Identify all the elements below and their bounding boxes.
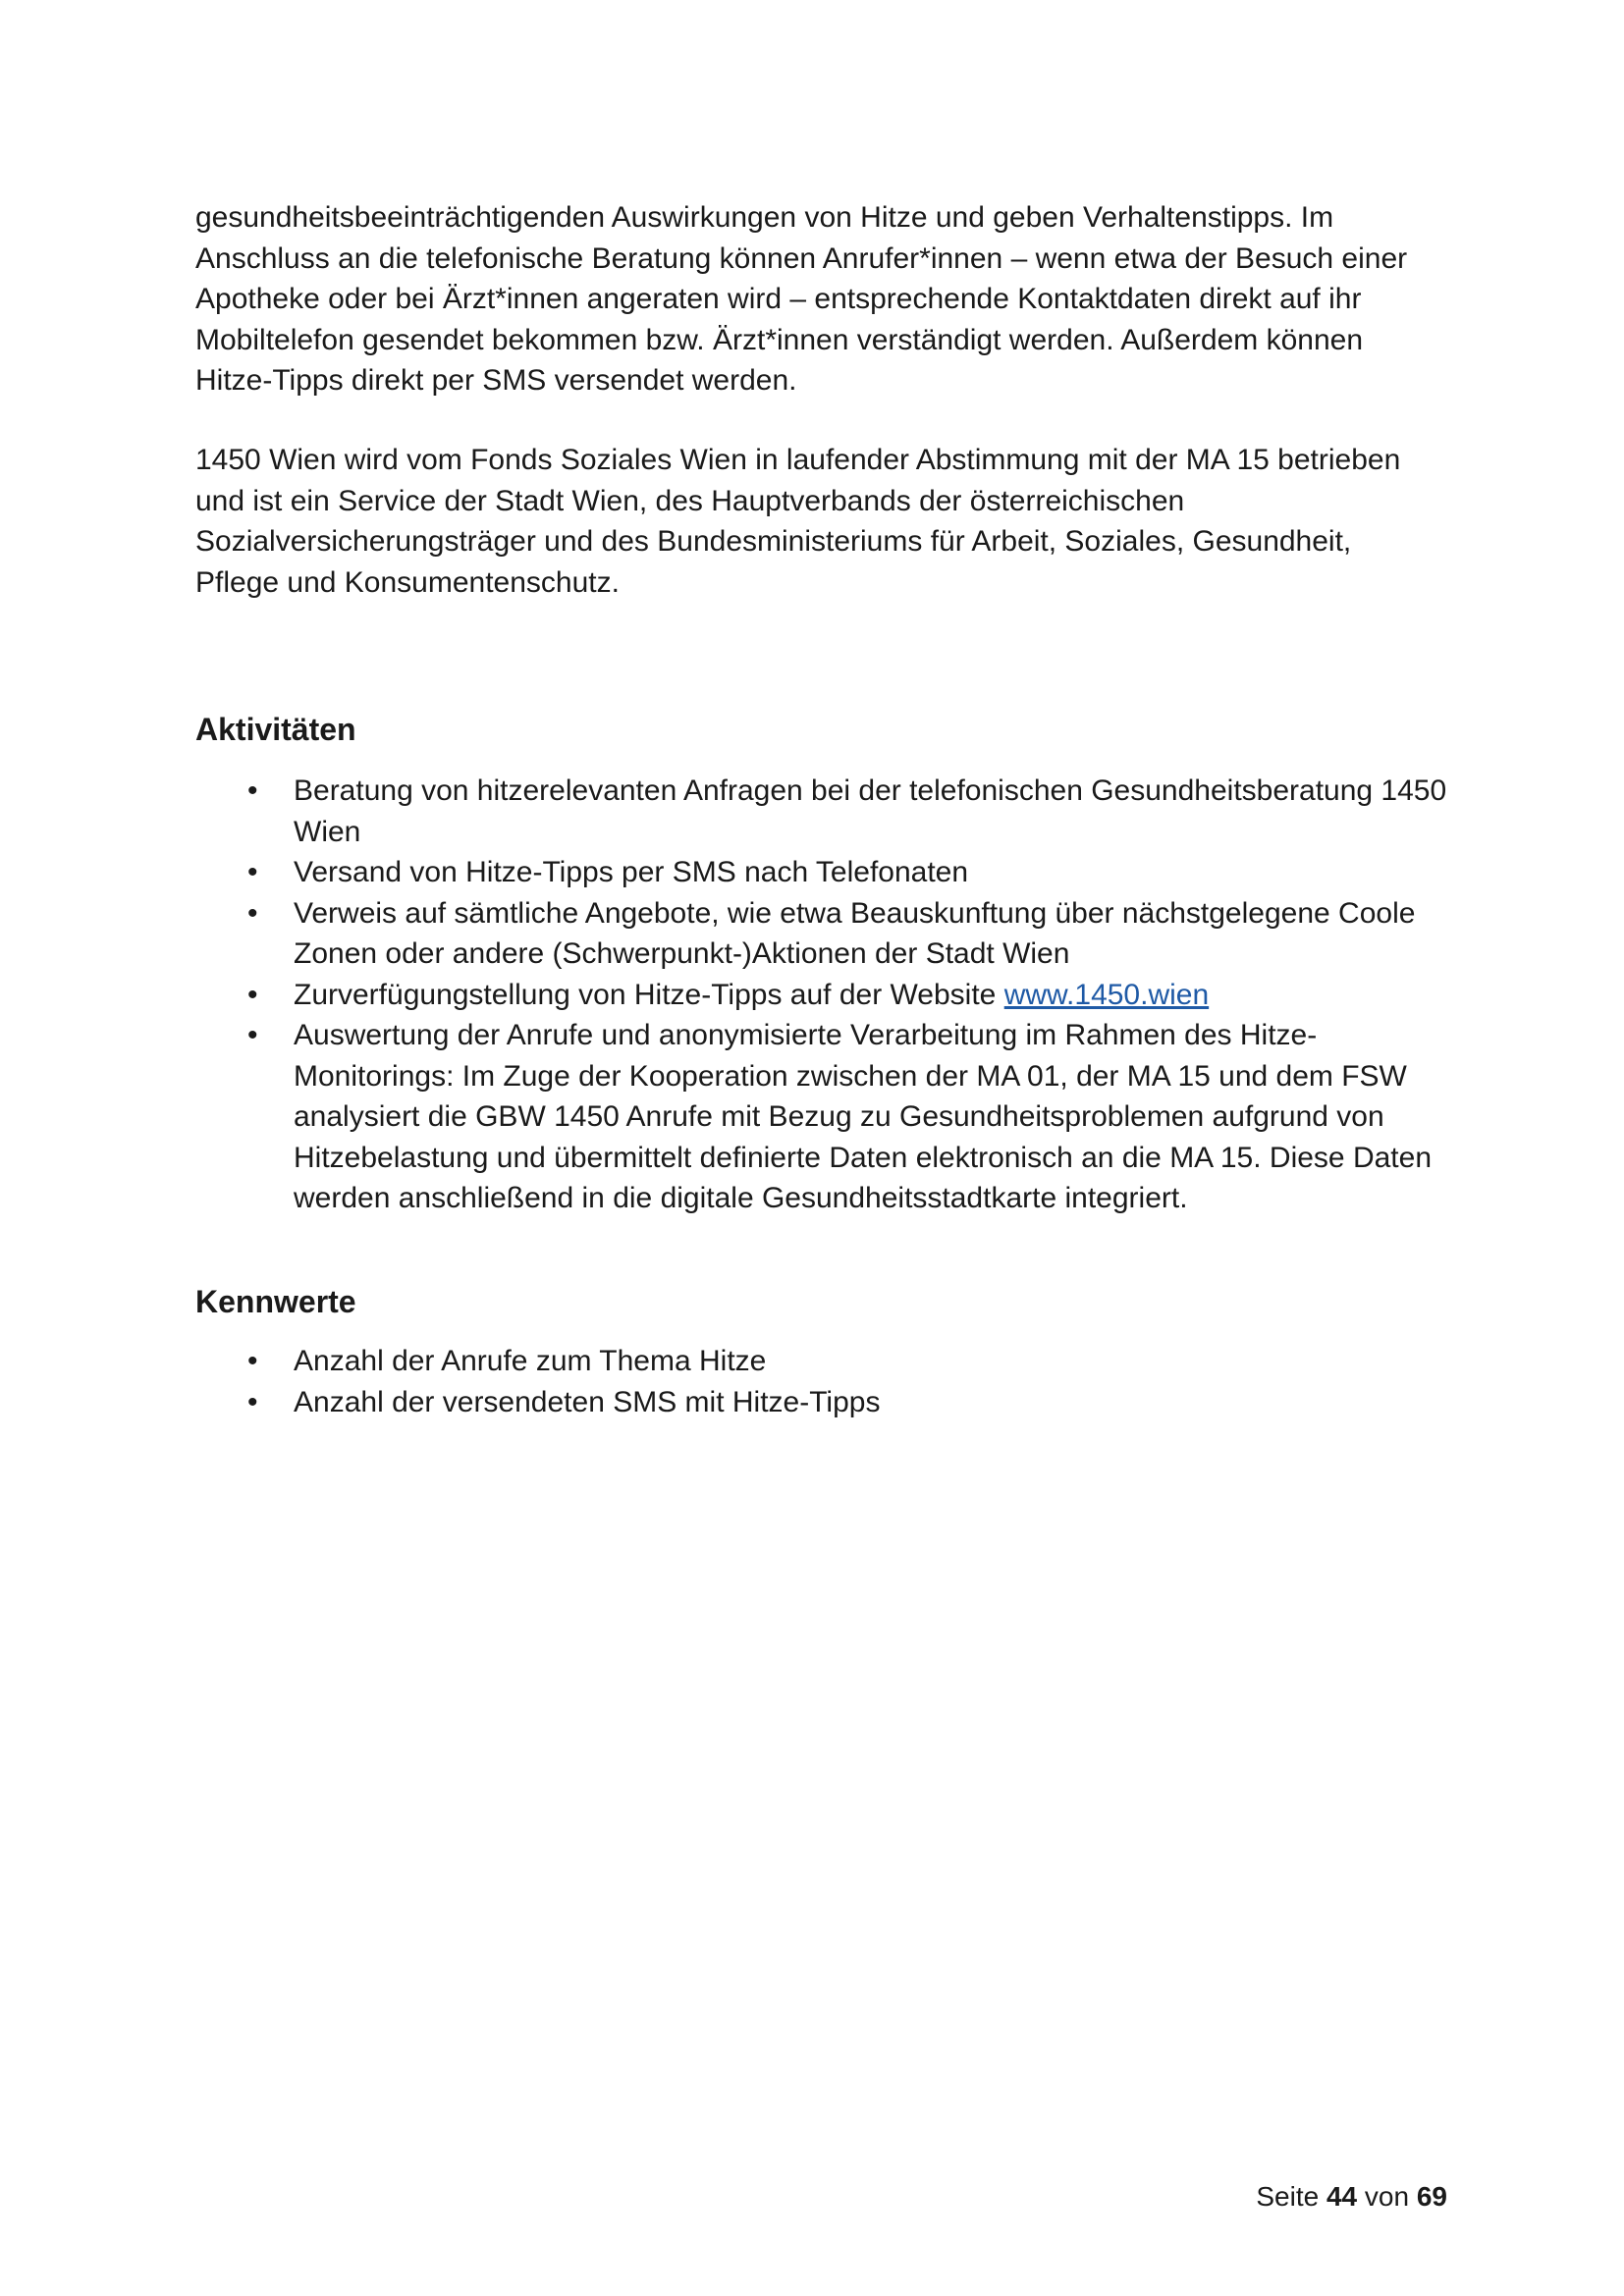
list-item bbox=[195, 893, 1462, 975]
bullet-icon: • bbox=[247, 1385, 258, 1418]
list-item bbox=[195, 852, 1462, 893]
list-item-text: Versand von Hitze-Tipps per SMS nach Telefonaten bbox=[294, 856, 969, 888]
list-item bbox=[195, 1015, 1462, 1219]
bullet-icon: • bbox=[247, 856, 258, 888]
list-item-text: Beratung von hitzerelevanten Anfragen bei der telefonischen Gesundheitsberatung 1450 Wien bbox=[294, 774, 1447, 848]
intro-paragraph-2: 1450 Wien wird vom Fonds Soziales Wien in laufender Abstimmung mit der MA 15 betrieben und ist ein Service der Stadt Wien, des Hauptverbands der österreichischen Sozialversicherungsträger und des Bundesministeriums für Arbeit, Soziales, Gesundheit, Pflege und Konsumentenschutz. bbox=[195, 444, 1401, 599]
total-pages: 69 bbox=[1416, 2181, 1447, 2212]
list-item bbox=[195, 975, 1462, 1016]
list-item bbox=[195, 1382, 1462, 1423]
metrics-list bbox=[195, 1341, 1462, 1422]
list-item-text: Anzahl der versendeten SMS mit Hitze-Tipps bbox=[294, 1385, 881, 1418]
list-item-text: Verweis auf sämtliche Angebote, wie etwa Beauskunftung über nächstgelegene Coole Zonen oder andere (Schwerpunkt-)Aktionen der Stadt Wien bbox=[294, 896, 1416, 970]
metrics-heading: Kennwerte bbox=[195, 1284, 356, 1319]
page-number-prefix: Seite bbox=[1256, 2181, 1320, 2212]
page-number-separator: von bbox=[1364, 2181, 1410, 2212]
list-item-text: Auswertung der Anrufe und anonymisierte Verarbeitung im Rahmen des Hitze-Monitorings: Im Zuge der Kooperation zwischen der MA 01, der MA 15 und dem FSW analysiert die GBW 1450 Anrufe mit Bezug zu Gesundheitsproblemen aufgrund von Hitzebelastung und übermittelt definierte Daten elektronisch an die MA 15. Diese Daten werden anschließend in die digitale Gesundheitsstadtkarte integriert. bbox=[294, 1019, 1432, 1214]
list-item bbox=[195, 1341, 1462, 1382]
activities-list bbox=[195, 771, 1462, 1219]
list-item bbox=[195, 771, 1462, 852]
current-page: 44 bbox=[1326, 2181, 1358, 2212]
activities-heading: Aktivitäten bbox=[195, 712, 356, 747]
bullet-icon: • bbox=[247, 1019, 258, 1051]
list-item-text: Anzahl der Anrufe zum Thema Hitze bbox=[294, 1345, 767, 1377]
list-item-text: Zurverfügungstellung von Hitze-Tipps auf der Website bbox=[294, 978, 1004, 1011]
bullet-icon: • bbox=[247, 1345, 258, 1377]
intro-paragraph-1: gesundheitsbeeinträchtigenden Auswirkungen von Hitze und geben Verhaltenstipps. Im Anschluss an die telefonische Beratung können Anrufer*innen – wenn etwa der Besuch einer Apotheke oder bei Ärzt*innen angeraten wird – entsprechende Kontaktdaten direkt auf ihr Mobiltelefon gesendet bekommen bzw. Ärzt*innen verständigt werden. Außerdem können Hitze-Tipps direkt per SMS versendet werden. bbox=[195, 201, 1408, 397]
page-number bbox=[1256, 2179, 1447, 2215]
bullet-icon: • bbox=[247, 978, 258, 1011]
website-link[interactable]: www.1450.wien bbox=[1003, 978, 1210, 1011]
bullet-icon: • bbox=[247, 896, 258, 930]
bullet-icon: • bbox=[247, 774, 258, 807]
